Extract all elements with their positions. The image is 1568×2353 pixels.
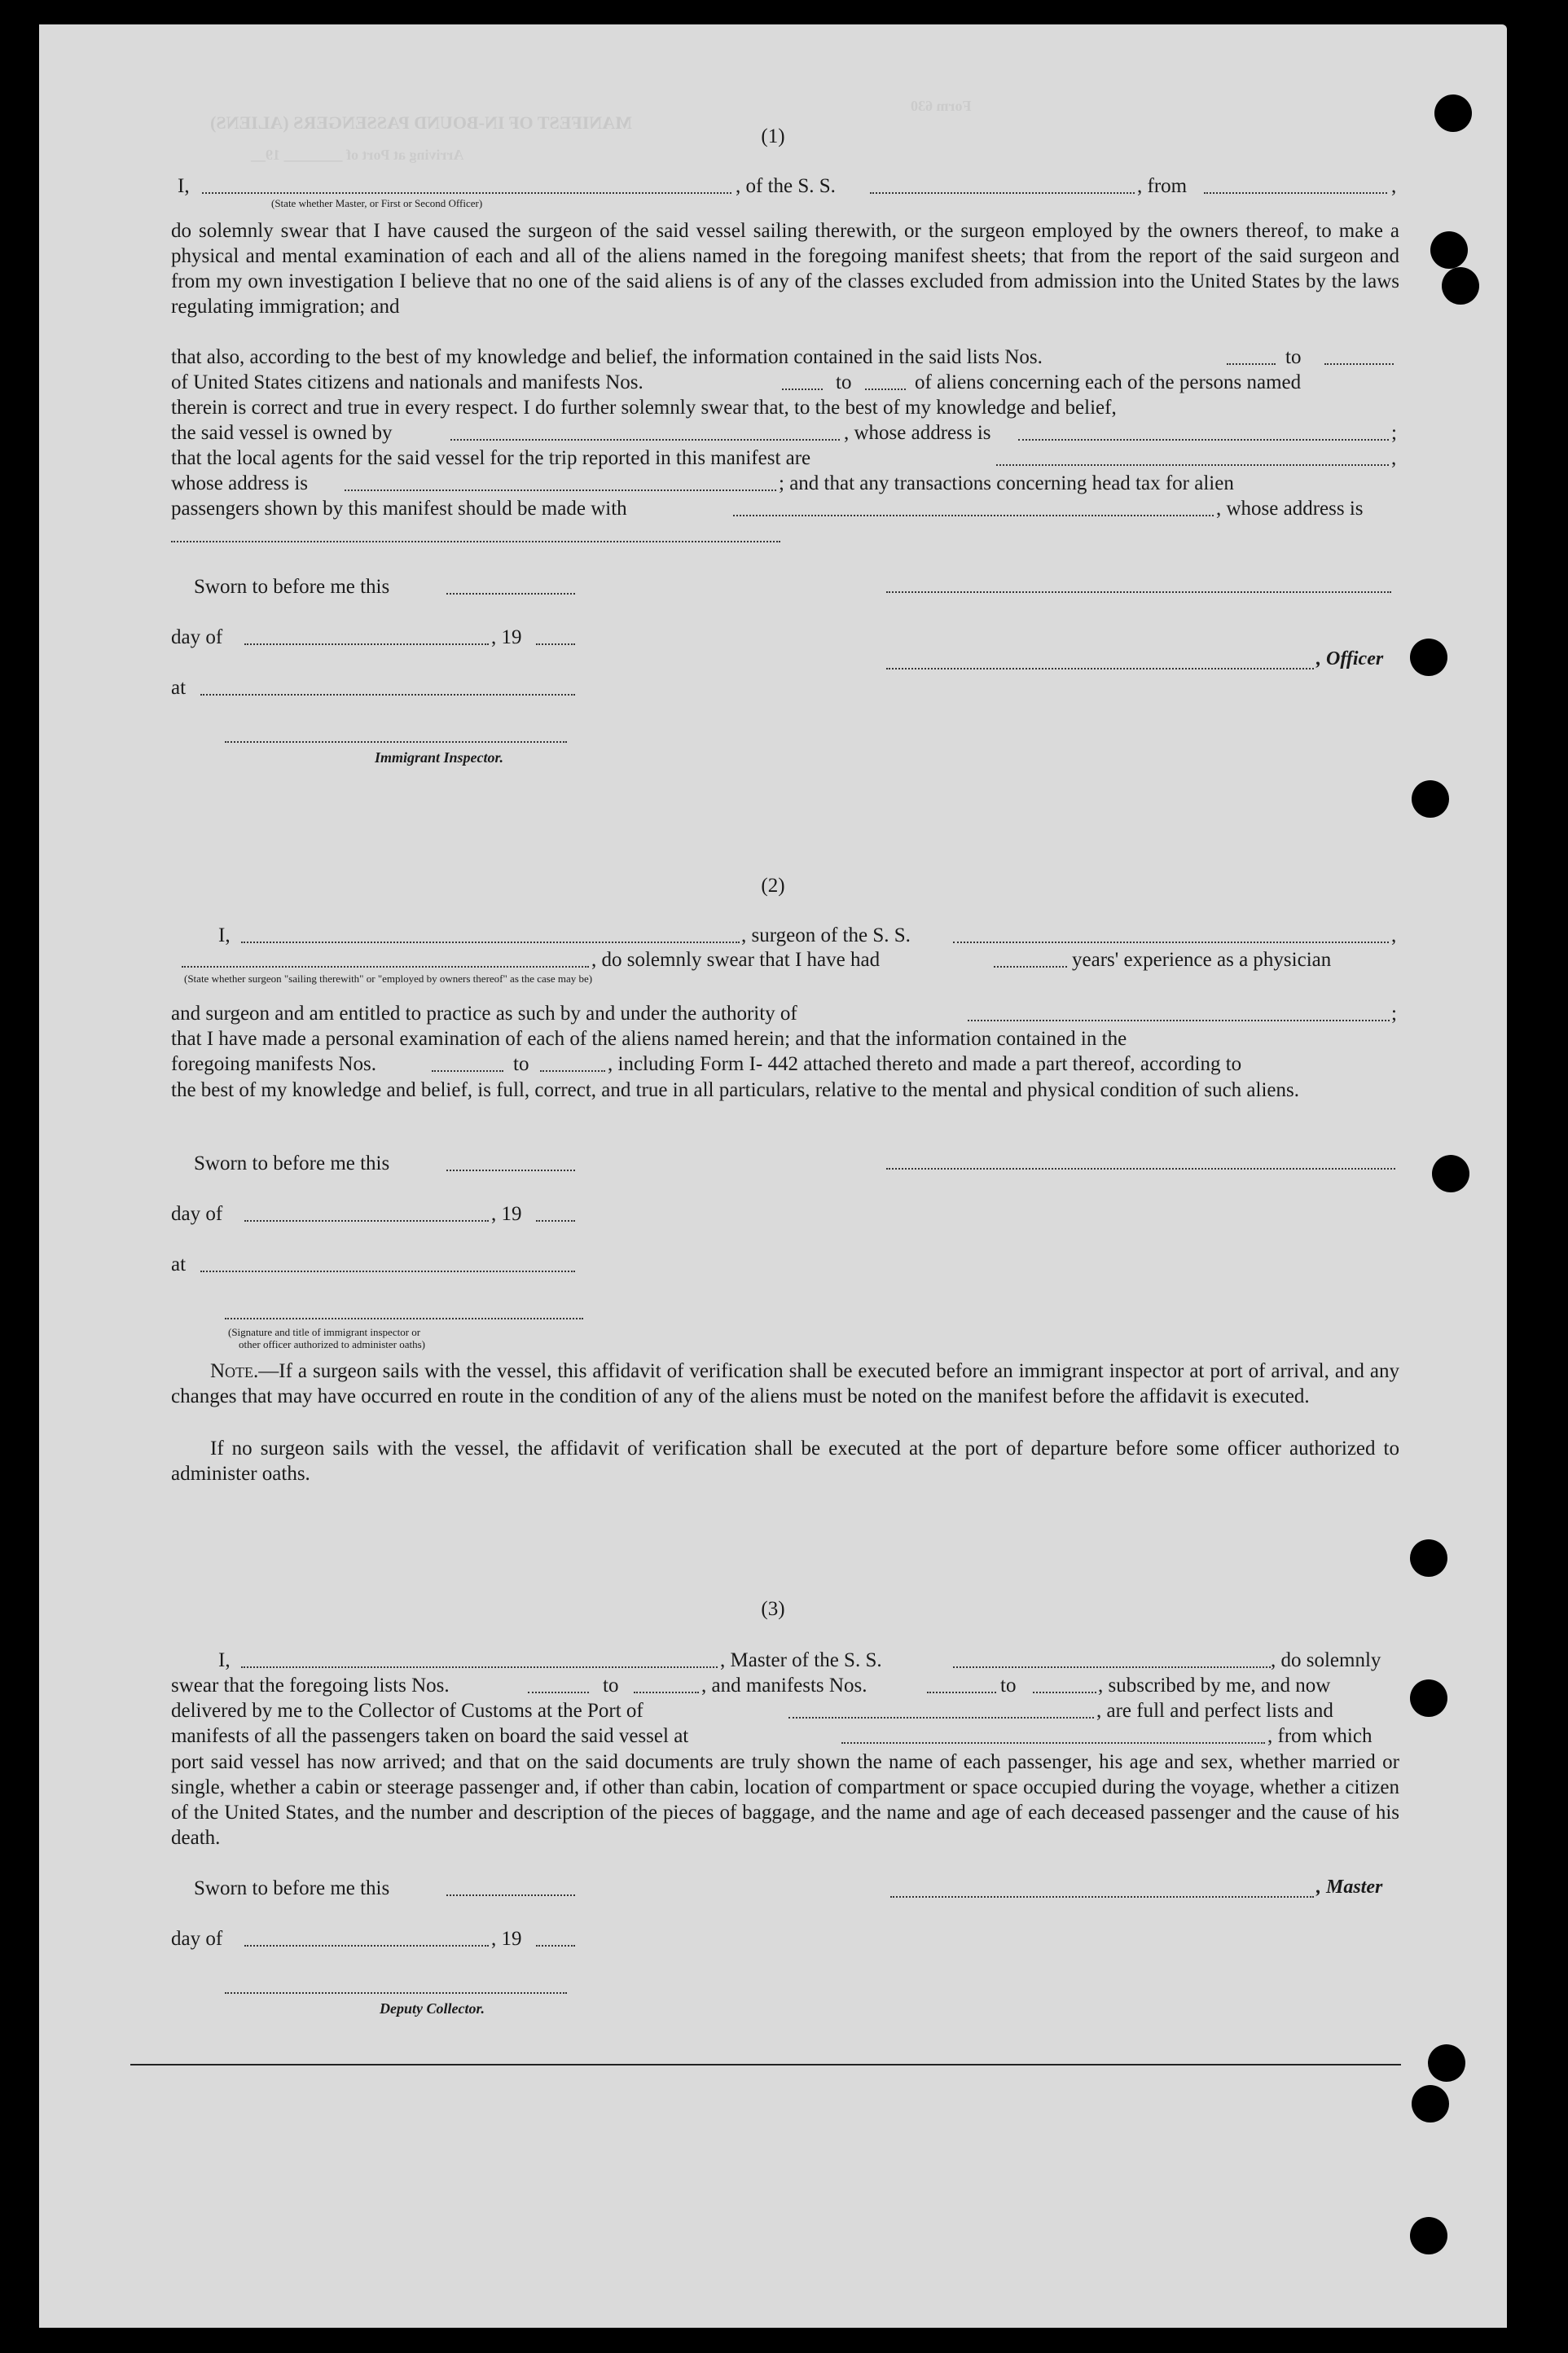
s1-year-field[interactable] (536, 643, 575, 645)
s1-owned-label: the said vessel is owned by (171, 422, 393, 444)
s1-that-also-text: that also, according to the best of my knowledge and belief, the information contained in the said lists Nos. (171, 346, 1043, 368)
punch-hole (1410, 639, 1447, 676)
s2-manifests-to: to (513, 1053, 529, 1075)
s1-caption: (State whether Master, or First or Second Officer) (271, 197, 483, 209)
s2-years-field[interactable] (994, 966, 1067, 968)
s1-owner-address-field[interactable] (1018, 439, 1389, 441)
s1-citizens-line: of United States citizens and nationals and manifests Nos. (171, 371, 643, 393)
s2-year-field[interactable] (536, 1220, 575, 1222)
s3-l1-end: , do solemnly (1271, 1649, 1381, 1671)
s3-day-field[interactable] (244, 1945, 489, 1947)
bleed-through-form: Form 630 (911, 98, 972, 114)
s1-therein-line: therein is correct and true in every respect. I do further solemnly swear that, to the best of my knowledge and belief, (171, 397, 1117, 419)
s2-sworn-label: Sworn to before me this (194, 1152, 390, 1174)
s3-deputy-label: Deputy Collector. (380, 2000, 485, 2017)
s2-note (171, 1359, 1399, 1409)
s1-agent-address-label: whose address is (171, 472, 309, 494)
s3-day-of-label: day of (171, 1928, 223, 1950)
section-2-number: (2) (761, 875, 785, 897)
s1-inspector-label: Immigrant Inspector. (375, 749, 504, 766)
s2-sig-caption-1: (Signature and title of immigrant inspector or (228, 1326, 421, 1338)
s2-day-field[interactable] (244, 1220, 489, 1222)
s1-at-field[interactable] (200, 694, 575, 696)
s2-including-label: , including Form I- 442 attached thereto and made a part thereof, according to (608, 1053, 1242, 1075)
s1-lists-to: to (1285, 346, 1302, 368)
s1-agents-label: that the local agents for the said vessel for the trip reported in this manifest are (171, 447, 811, 469)
s3-port-field[interactable] (788, 1717, 1094, 1719)
bleed-through-header: MANIFEST OF IN-BOUND PASSENGERS (ALIENS) (210, 112, 632, 133)
s1-agent-address-field[interactable] (345, 489, 776, 491)
s3-ss-field[interactable] (953, 1666, 1271, 1668)
s3-lists-from-field[interactable] (528, 1692, 589, 1693)
s1-sworn-label: Sworn to before me this (194, 576, 390, 598)
s2-note-2: If no surgeon sails with the vessel, the affidavit of verification shall be executed at the port of departure before some officer authorized to administer oaths. (171, 1438, 1399, 1485)
s3-manifests-from-field[interactable] (927, 1692, 996, 1693)
s2-manifests-to-field[interactable] (540, 1070, 605, 1072)
s3-master-signature-line[interactable] (890, 1896, 1314, 1898)
s3-delivered-label: delivered by me to the Collector of Customs at the Port of (171, 1700, 643, 1722)
s1-ss-label: , of the S. S. (736, 175, 836, 197)
s1-owner-address-label: , whose address is (844, 422, 991, 444)
s3-taken-label: manifests of all the passengers taken on board the said vessel at (171, 1725, 689, 1747)
s2-year-label: , 19 (491, 1203, 522, 1225)
s1-day-of-label: day of (171, 626, 223, 648)
s1-that-also-line (171, 345, 1043, 370)
s3-taken-at-field[interactable] (841, 1742, 1265, 1744)
s1-from-field[interactable] (1204, 192, 1387, 194)
s1-officer-label: , Officer (1316, 648, 1384, 669)
s1-from-label: , from (1137, 175, 1188, 197)
s2-l1-end: , (1391, 924, 1397, 946)
s1-line1-end: , (1391, 175, 1397, 197)
punch-hole (1432, 1155, 1469, 1192)
s2-years-label: years' experience as a physician (1072, 949, 1332, 971)
s3-lists-to: to (603, 1675, 619, 1697)
s1-sworn-field[interactable] (446, 593, 575, 595)
s2-foregoing-label: foregoing manifests Nos. (171, 1053, 377, 1075)
s1-signature-line[interactable] (886, 591, 1391, 593)
s2-surgeon-of-label: , surgeon of the S. S. (741, 924, 911, 946)
bottom-rule (130, 2064, 1401, 2065)
punch-hole (1442, 267, 1479, 305)
s1-at-label: at (171, 677, 187, 699)
s1-aliens-concerning: of aliens concerning each of the persons named (915, 371, 1302, 393)
s1-agents-field[interactable] (996, 464, 1389, 466)
s3-master-label: , Master of the S. S. (720, 1649, 882, 1671)
s1-whose-address-label: , whose address is (1216, 498, 1364, 520)
punch-hole (1412, 780, 1449, 818)
s2-surgeon-name-field[interactable] (241, 942, 740, 943)
s3-year-label: , 19 (491, 1928, 522, 1950)
s1-paragraph: do solemnly swear that I have caused the surgeon of the said vessel sailing therewith, or the surgeon employed by the owners thereof, to make a physical and mental examination of each and all of the aliens named in the foregoing manifest sheets; that from the report of the said surgeon and from my own investigation I believe that no one of the said aliens is of any of the classes excluded from admission into the United States by the laws regulating immigration; and (171, 220, 1399, 318)
s2-l3-end: ; (1391, 1003, 1397, 1025)
s2-at-field[interactable] (200, 1271, 575, 1272)
s1-passengers-label: passengers shown by this manifest should be made with (171, 498, 627, 520)
s3-year-field[interactable] (536, 1945, 575, 1947)
punch-hole (1410, 1679, 1447, 1717)
punch-hole (1430, 231, 1468, 269)
s2-note-text: —If a surgeon sails with the vessel, this affidavit of verification shall be executed before an immigrant inspector at port of arrival, and any changes that may have occurred en route in the condition of any of the aliens must be noted on the manifest before the affidavit is executed. (171, 1360, 1399, 1407)
s1-owned-end: ; (1391, 422, 1397, 444)
s1-lists-to-field[interactable] (1324, 363, 1394, 365)
s2-swear-label: , do solemnly swear that I have had (591, 949, 881, 971)
s2-sailing-field[interactable] (182, 966, 589, 968)
s2-authority-field[interactable] (968, 1020, 1390, 1021)
s2-signature-line[interactable] (886, 1168, 1395, 1170)
s2-day-of-label: day of (171, 1203, 223, 1225)
s3-deputy-signature-line[interactable] (225, 1992, 567, 1994)
s1-officer-signature-line[interactable] (886, 668, 1314, 669)
s2-manifests-from-field[interactable] (432, 1070, 503, 1072)
s2-authority-label: and surgeon and am entitled to practice as such by and under the authority of (171, 1003, 797, 1025)
s3-master-signature-label: , Master (1316, 1877, 1383, 1898)
s2-sworn-field[interactable] (446, 1170, 575, 1171)
s1-inspector-signature-line[interactable] (225, 741, 567, 743)
s1-manifests-from-field[interactable] (782, 389, 823, 390)
s1-ss-field[interactable] (870, 192, 1135, 194)
s1-lists-from-field[interactable] (1227, 363, 1276, 365)
s1-owner-field[interactable] (450, 439, 840, 441)
s3-paragraph: port said vessel has now arrived; and that on the said documents are truly shown the name of each passenger, his age and sex, whether married or single, whether a cabin or steerage passenger and, if other than cabin, location of compartment or space occupied during the voyage, whether a citizen of the United States, and the number and description of the pieces of baggage, and the name and age of each deceased passenger and the cause of his death. (171, 1751, 1399, 1849)
punch-hole (1434, 94, 1472, 132)
s3-i: I, (218, 1649, 231, 1671)
punch-hole (1428, 2044, 1465, 2082)
s3-subscribed-label: , subscribed by me, and now (1098, 1675, 1331, 1697)
s3-full-lists-label: , are full and perfect lists and (1096, 1700, 1333, 1722)
punch-hole (1412, 2085, 1449, 2123)
s1-agents-end: , (1391, 447, 1397, 469)
s1-i: I, (178, 175, 190, 197)
s3-sworn-label: Sworn to before me this (194, 1877, 390, 1899)
s3-sworn-field[interactable] (446, 1894, 575, 1896)
section-3-number: (3) (761, 1598, 785, 1620)
s3-lists-label: swear that the foregoing lists Nos. (171, 1675, 450, 1697)
s1-headtax-label: ; and that any transactions concerning head tax for alien (779, 472, 1234, 494)
s2-caption: (State whether surgeon "sailing therewith" or "employed by owners thereof" as the case may be) (184, 972, 593, 985)
s1-day-field[interactable] (244, 643, 489, 645)
s2-paragraph: the best of my knowledge and belief, is full, correct, and true in all particulars, relative to the mental and physical condition of such aliens. (171, 1079, 1299, 1101)
s3-manifests-label: , and manifests Nos. (701, 1675, 867, 1697)
s3-master-name-field[interactable] (241, 1666, 718, 1668)
s2-ss-field[interactable] (953, 942, 1389, 943)
s1-headtax-party-field[interactable] (733, 515, 1214, 516)
s2-at-label: at (171, 1253, 187, 1275)
punch-hole (1410, 1539, 1447, 1577)
s2-note-label: Note. (210, 1360, 259, 1382)
s2-examination-line: that I have made a personal examination of each of the aliens named herein; and that the information contained in the (171, 1028, 1127, 1050)
s1-officer-field[interactable] (202, 192, 731, 194)
s3-from-which-label: , from which (1267, 1725, 1373, 1747)
s3-manifests-to-field[interactable] (1033, 1692, 1096, 1693)
manifest-page (39, 24, 1507, 2328)
s1-year-label: , 19 (491, 626, 522, 648)
s2-i: I, (218, 924, 231, 946)
bleed-through-subheader: Arriving at Port of ________ 19__ (251, 147, 464, 163)
s1-manifests-to: to (836, 371, 852, 393)
s2-sig-caption-2: other officer authorized to administer oaths) (239, 1338, 425, 1350)
punch-hole (1410, 2217, 1447, 2254)
s3-lists-to-field[interactable] (634, 1692, 699, 1693)
s1-headtax-address-field[interactable] (171, 541, 780, 542)
s2-inspector-signature-line[interactable] (225, 1318, 583, 1319)
s1-manifests-to-field[interactable] (865, 389, 906, 390)
s3-manifests-to: to (1000, 1675, 1017, 1697)
section-1-number: (1) (761, 125, 785, 147)
